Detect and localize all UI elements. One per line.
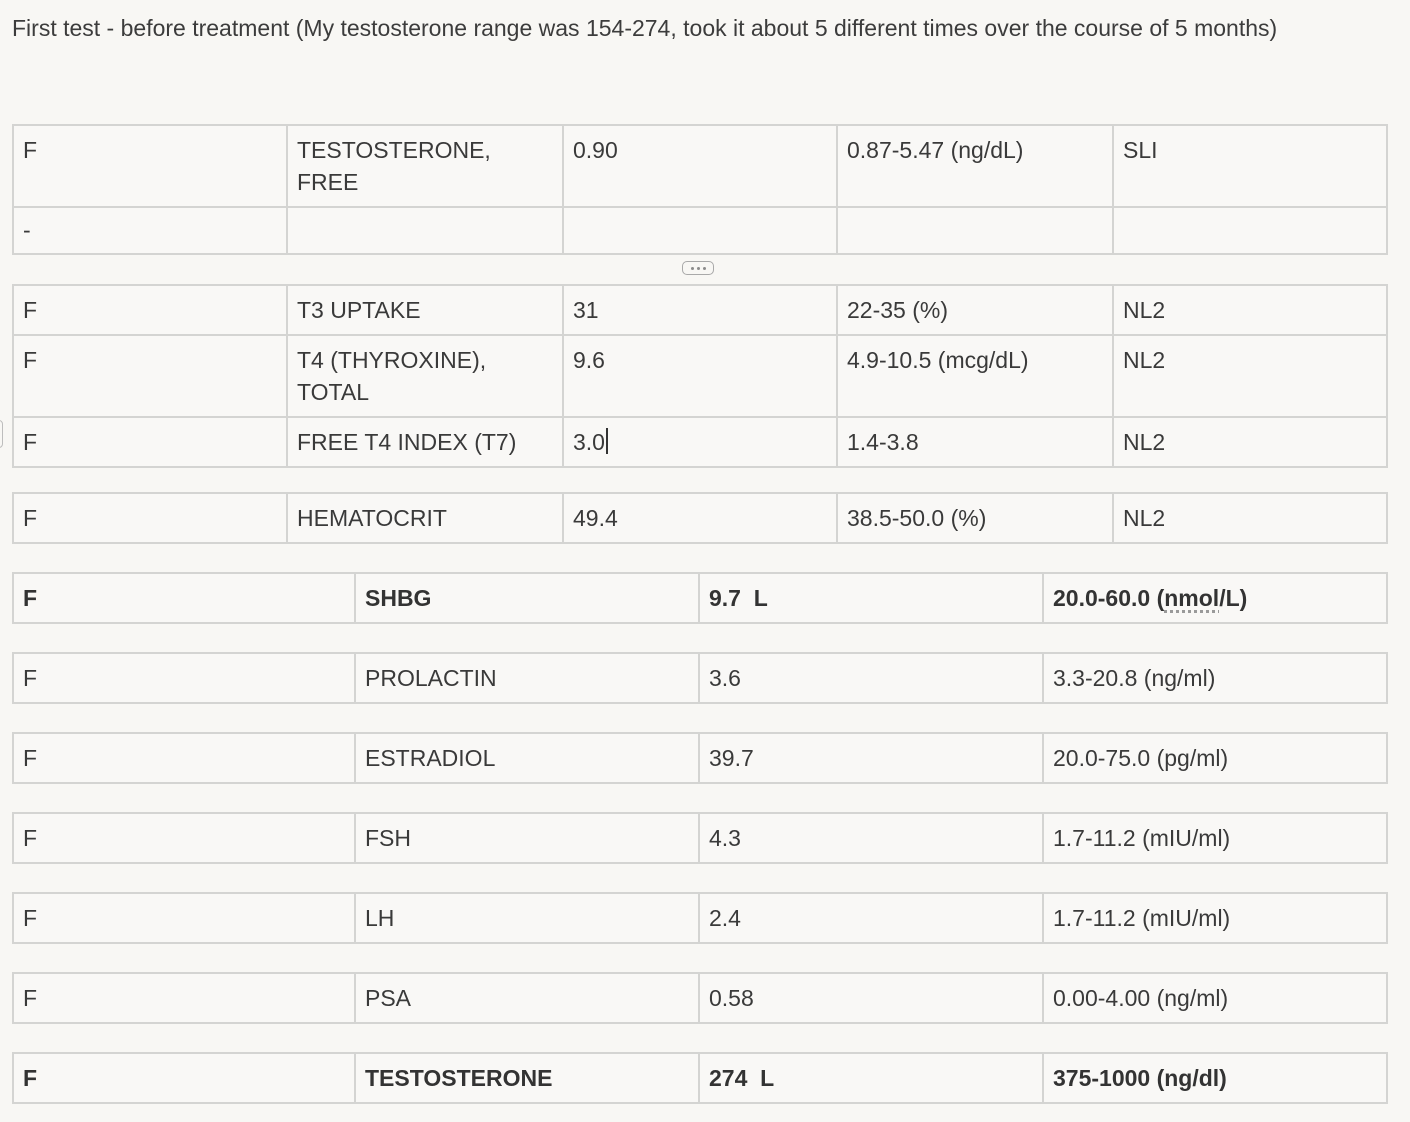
test-name-cell[interactable]: FREE T4 INDEX (T7) (287, 417, 563, 467)
result-cell[interactable]: 274 L (699, 1053, 1043, 1103)
lab-cell[interactable]: NL2 (1113, 285, 1387, 335)
table-row (13, 335, 1387, 417)
result-cell[interactable]: 0.90 (563, 125, 837, 207)
flag-cell[interactable]: F (13, 813, 355, 863)
result-cell[interactable]: 9.7 L (699, 573, 1043, 623)
flag-cell[interactable]: F (13, 733, 355, 783)
range-cell[interactable]: 1.7-11.2 (mIU/ml) (1043, 893, 1387, 943)
flag-cell[interactable]: F (13, 125, 287, 207)
table-row (13, 813, 1387, 863)
range-text: 20.0-60.0 ( (1053, 585, 1165, 611)
result-cell[interactable]: 2.4 (699, 893, 1043, 943)
test-name-cell[interactable]: T4 (THYROXINE), TOTAL (287, 335, 563, 417)
range-text-end: /L) (1219, 585, 1248, 611)
lab-cell[interactable] (1113, 207, 1387, 254)
range-cell[interactable]: 375-1000 (ng/dl) (1043, 1053, 1387, 1103)
result-text: 3.0 (573, 429, 605, 455)
result-cell[interactable]: 39.7 (699, 733, 1043, 783)
thyroid-table (12, 284, 1388, 468)
flag-cell[interactable]: F (13, 493, 287, 543)
result-cell[interactable]: 31 (563, 285, 837, 335)
table-row (13, 493, 1387, 543)
result-cell[interactable] (563, 417, 837, 467)
result-cell[interactable] (563, 207, 837, 254)
lh-table (12, 892, 1388, 944)
test-name-cell[interactable]: HEMATOCRIT (287, 493, 563, 543)
table-row (13, 207, 1387, 254)
range-cell[interactable]: 1.4-3.8 (837, 417, 1113, 467)
test-name-cell[interactable]: SHBG (355, 573, 699, 623)
page-heading: First test - before treatment (My testosterone range was 154-274, took it about 5 different times over the course of 5 months) (12, 15, 1278, 41)
test-name-cell[interactable] (287, 207, 563, 254)
range-cell[interactable] (837, 207, 1113, 254)
table-row (13, 125, 1387, 207)
table-row (13, 733, 1387, 783)
table-row (13, 417, 1387, 467)
table-row (13, 285, 1387, 335)
shbg-table (12, 572, 1388, 624)
table-row (13, 1053, 1387, 1103)
row-handle-icon[interactable] (0, 420, 3, 448)
table-row (13, 653, 1387, 703)
hematocrit-table (12, 492, 1388, 544)
test-name-cell[interactable]: PSA (355, 973, 699, 1023)
testosterone-table (12, 1052, 1388, 1104)
range-cell[interactable]: 22-35 (%) (837, 285, 1113, 335)
test-name-cell[interactable]: T3 UPTAKE (287, 285, 563, 335)
lab-cell[interactable]: NL2 (1113, 493, 1387, 543)
test-name-cell[interactable]: PROLACTIN (355, 653, 699, 703)
prolactin-table (12, 652, 1388, 704)
range-cell[interactable]: 38.5-50.0 (%) (837, 493, 1113, 543)
free-testosterone-table (12, 124, 1388, 255)
range-cell[interactable]: 4.9-10.5 (mcg/dL) (837, 335, 1113, 417)
flag-cell[interactable]: F (13, 973, 355, 1023)
estradiol-table (12, 732, 1388, 784)
result-cell[interactable]: 4.3 (699, 813, 1043, 863)
range-cell[interactable]: 0.00-4.00 (ng/ml) (1043, 973, 1387, 1023)
range-cell[interactable]: 20.0-75.0 (pg/ml) (1043, 733, 1387, 783)
flag-cell[interactable]: F (13, 573, 355, 623)
range-cell[interactable] (1043, 573, 1387, 623)
table-row (13, 973, 1387, 1023)
flag-cell[interactable]: F (13, 893, 355, 943)
result-cell[interactable]: 49.4 (563, 493, 837, 543)
range-unit: nmol (1164, 585, 1220, 611)
test-name-cell[interactable]: FSH (355, 813, 699, 863)
fsh-table (12, 812, 1388, 864)
more-dots-icon[interactable] (682, 261, 714, 275)
flag-cell[interactable]: F (13, 335, 287, 417)
test-name-cell[interactable]: TESTOSTERONE, FREE (287, 125, 563, 207)
flag-cell[interactable]: F (13, 417, 287, 467)
range-cell[interactable]: 0.87-5.47 (ng/dL) (837, 125, 1113, 207)
lab-cell[interactable]: SLI (1113, 125, 1387, 207)
table-row (13, 893, 1387, 943)
result-cell[interactable]: 0.58 (699, 973, 1043, 1023)
test-name-cell[interactable]: TESTOSTERONE (355, 1053, 699, 1103)
flag-cell[interactable]: - (13, 207, 287, 254)
table-row (13, 573, 1387, 623)
range-cell[interactable]: 3.3-20.8 (ng/ml) (1043, 653, 1387, 703)
lab-cell[interactable]: NL2 (1113, 417, 1387, 467)
test-name-cell[interactable]: LH (355, 893, 699, 943)
result-cell[interactable]: 3.6 (699, 653, 1043, 703)
result-cell[interactable]: 9.6 (563, 335, 837, 417)
flag-cell[interactable]: F (13, 285, 287, 335)
range-cell[interactable]: 1.7-11.2 (mIU/ml) (1043, 813, 1387, 863)
flag-cell[interactable]: F (13, 1053, 355, 1103)
text-caret (606, 428, 608, 454)
test-name-cell[interactable]: ESTRADIOL (355, 733, 699, 783)
flag-cell[interactable]: F (13, 653, 355, 703)
psa-table (12, 972, 1388, 1024)
lab-cell[interactable]: NL2 (1113, 335, 1387, 417)
